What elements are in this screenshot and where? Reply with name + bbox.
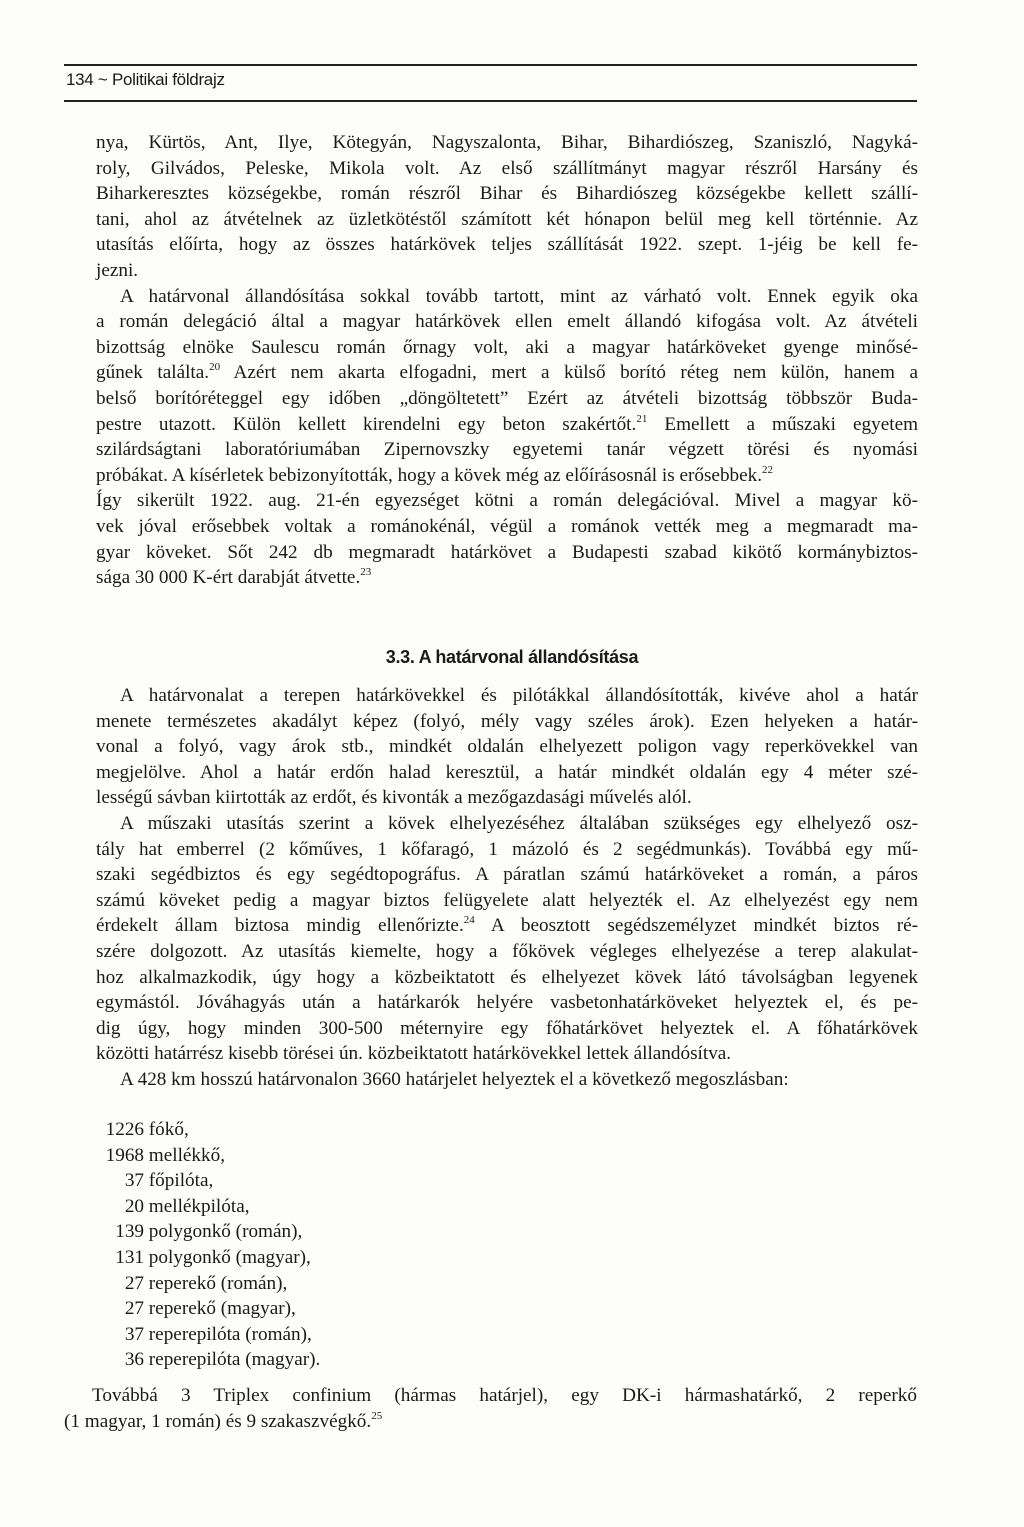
marker-count-list [96,1117,320,1373]
text-line: Továbbá 3 Triplex confinium (hármas határjel), egy DK-i hármashatárkő, 2 reperkő [92,1385,917,1406]
text-segment: érdekelt állam biztosa mindig ellenőrizte. [96,915,464,937]
text-segment: próbákat. A kísérletek bebizonyították, hogy a kövek még az előírásosnál is erősebbek. [96,464,763,486]
list-item [96,1143,320,1169]
list-label: mellékpilóta, [148,1195,250,1217]
list-label: fókő, [148,1119,189,1140]
text-segment: A beosztott segédszemélyzet mindkét biztos ré- [474,915,918,937]
list-item [96,1219,320,1245]
text-line: szilárdságtani laboratóriumában Zipernovszky egyetemi tanár végzett törési és nyomási [96,439,918,461]
list-count: 36 [124,1349,144,1371]
text-line: tály hat emberrel (2 kőműves, 1 kőfaragó, 1 mázoló és 2 segédmunkás). Továbbá egy mű- [96,838,918,860]
running-header [64,64,917,102]
footnote-ref[interactable]: 21 [636,412,648,425]
text-line: dig úgy, hogy minden 300-500 méternyire egy főhatárkövet helyeztek el. A főhatárkövek [96,1017,918,1039]
text-line: hoz alkalmazkodik, úgy hogy a közbeiktatott és elhelyezet kövek látó távolságban legyenek [96,966,918,988]
list-item [96,1322,320,1348]
text-line: egymástól. Jóváhagyás után a határkarók helyére vasbetonhatárköveket helyeztek el, és pe- [96,992,918,1014]
closing-paragraph [64,1383,917,1434]
text-line: vek jóval erősebbek voltak a románokénál, végül a románok vették meg a megmaradt ma- [96,515,918,537]
text-line: a román delegáció által a magyar határkövek ellen emelt állandó kifogása volt. Az átvételi [96,311,918,333]
section-heading: 3.3. A határvonal állandósítása [385,647,639,667]
text-line: gyar köveket. Sőt 242 db megmaradt határkövet a Budapesti szabad kikötő kormánybiztos- [96,541,918,563]
footnote-ref[interactable]: 24 [463,914,475,927]
list-count: 1968 [105,1144,144,1166]
list-item [96,1117,320,1143]
text-segment: sága 30 000 K-ért darabját átvette. [96,567,361,589]
list-item [96,1296,320,1322]
text-line-with-footnote [96,463,918,489]
list-label: mellékkő, [148,1144,225,1166]
text-line: megjelölve. Ahol a határ erdőn halad keresztül, a határ mindkét oldalán egy 4 méter szé- [96,761,918,783]
text-line-with-footnote [96,360,918,386]
list-item [96,1347,320,1373]
text-block-continuation [96,130,918,591]
text-segment: (1 magyar, 1 román) és 9 szakaszvégkő. [64,1410,372,1432]
text-line: nya, Kürtös, Ant, Ilye, Kötegyán, Nagyszalonta, Bihar, Bihardiószeg, Szaniszló, Nagyká- [96,132,918,153]
text-line: belső borítóréteggel egy időben „döngöltetett” Ezért az átvételi bizottság többször Buda- [96,387,918,409]
footnote-ref[interactable]: 22 [762,463,774,476]
list-label: főpilóta, [148,1170,214,1192]
list-count: 20 [124,1195,144,1217]
list-label: reperepilóta (magyar). [148,1349,321,1371]
text-segment: Azért nem akarta elfogadni, mert a külső borító réteg nem külön, hanem a [220,362,918,384]
list-count: 27 [124,1298,144,1320]
text-line: A határvonalat a terepen határkövekkel és pilótákkal állandósították, kivéve ahol a határ [120,685,918,706]
text-segment: gűnek találta. [96,362,210,384]
footnote-ref[interactable]: 25 [371,1409,383,1422]
text-line: tani, ahol az átvételnek az üzletkötéstől számított két hónapon belül meg kell történnie. Az [96,208,918,230]
list-label: reperepilóta (román), [148,1323,312,1345]
text-line: Így sikerült 1922. aug. 21-én egyezséget kötni a román delegációval. Mivel a magyar kö- [96,490,918,512]
list-count: 37 [124,1323,144,1345]
text-block-section [96,683,918,1093]
text-segment: Emellett a műszaki egyetem [647,413,918,435]
list-item [96,1168,320,1194]
text-line-with-footnote [96,412,918,438]
text-line: A műszaki utasítás szerint a kövek elhelyezéséhez általában szükséges egy elhelyező osz- [120,812,918,834]
footnote-ref[interactable]: 20 [209,361,221,374]
text-line: utasítás előírta, hogy az összes határkövek teljes szállítását 1922. szept. 1-jéig be kell fe- [96,234,918,256]
text-line: vonal a folyó, vagy árok stb., mindkét oldalán elhelyezett poligon vagy reperkövekkel van [96,736,918,758]
text-line: jezni. [96,259,139,281]
text-line: roly, Gilvádos, Peleske, Mikola volt. Az első szállítmányt magyar részről Harsány és [96,157,918,179]
text-line: szaki segédbiztos és egy segédtopográfus. A páratlan számú határköveket a román, a páros [96,864,918,886]
text-line: közötti határrész kisebb törései ún. közbeiktatott határkövekkel lettek állandósítva. [96,1043,732,1065]
list-item [96,1194,320,1220]
text-line: A határvonal állandósítása sokkal tovább tartott, mint az várható volt. Ennek egyik oka [120,285,918,307]
list-item [96,1271,320,1297]
text-line: szére dolgozott. Az utasítás kiemelte, hogy a főkövek végleges elhelyezése a terep alakulat- [96,940,918,962]
list-count: 131 [115,1246,144,1268]
text-line: számú köveket pedig a magyar biztos felügyelete alatt helyezték el. Az elhelyezést egy nem [96,889,918,911]
list-count: 37 [124,1170,144,1192]
list-count: 27 [124,1272,144,1294]
list-label: reperekő (román), [148,1272,288,1294]
text-line-with-footnote [64,1409,917,1435]
text-segment: pestre utazott. Külön kellett kirendelni egy beton szakértőt. [96,413,637,435]
text-line-with-footnote [96,565,918,591]
page-number-and-title: 134 ~ Politikai földrajz [66,70,225,89]
text-line-with-footnote [96,913,918,939]
list-label: polygonkő (román), [148,1221,303,1243]
list-count: 1226 [105,1119,144,1140]
footnote-ref[interactable]: 23 [360,566,372,579]
text-line: A 428 km hosszú határvonalon 3660 határjelet helyeztek el a következő megoszlásban: [120,1068,789,1090]
text-line: Biharkeresztes községekbe, román részről Bihar és Bihardiószeg községekbe kellett szállí- [96,183,918,205]
text-line: bizottság elnöke Saulescu román őrnagy volt, aki a magyar határköveket gyenge minősé- [96,336,918,358]
list-label: polygonkő (magyar), [148,1246,311,1268]
text-line: menete természetes akadályt képez (folyó, mély vagy széles árok). Ezen helyeken a határ- [96,710,918,732]
list-item [96,1245,320,1271]
list-label: reperekő (magyar), [148,1298,296,1320]
list-count: 139 [115,1221,144,1243]
text-line: lességű sávban kiirtották az erdőt, és kivonták a mezőgazdasági művelés alól. [96,787,692,809]
